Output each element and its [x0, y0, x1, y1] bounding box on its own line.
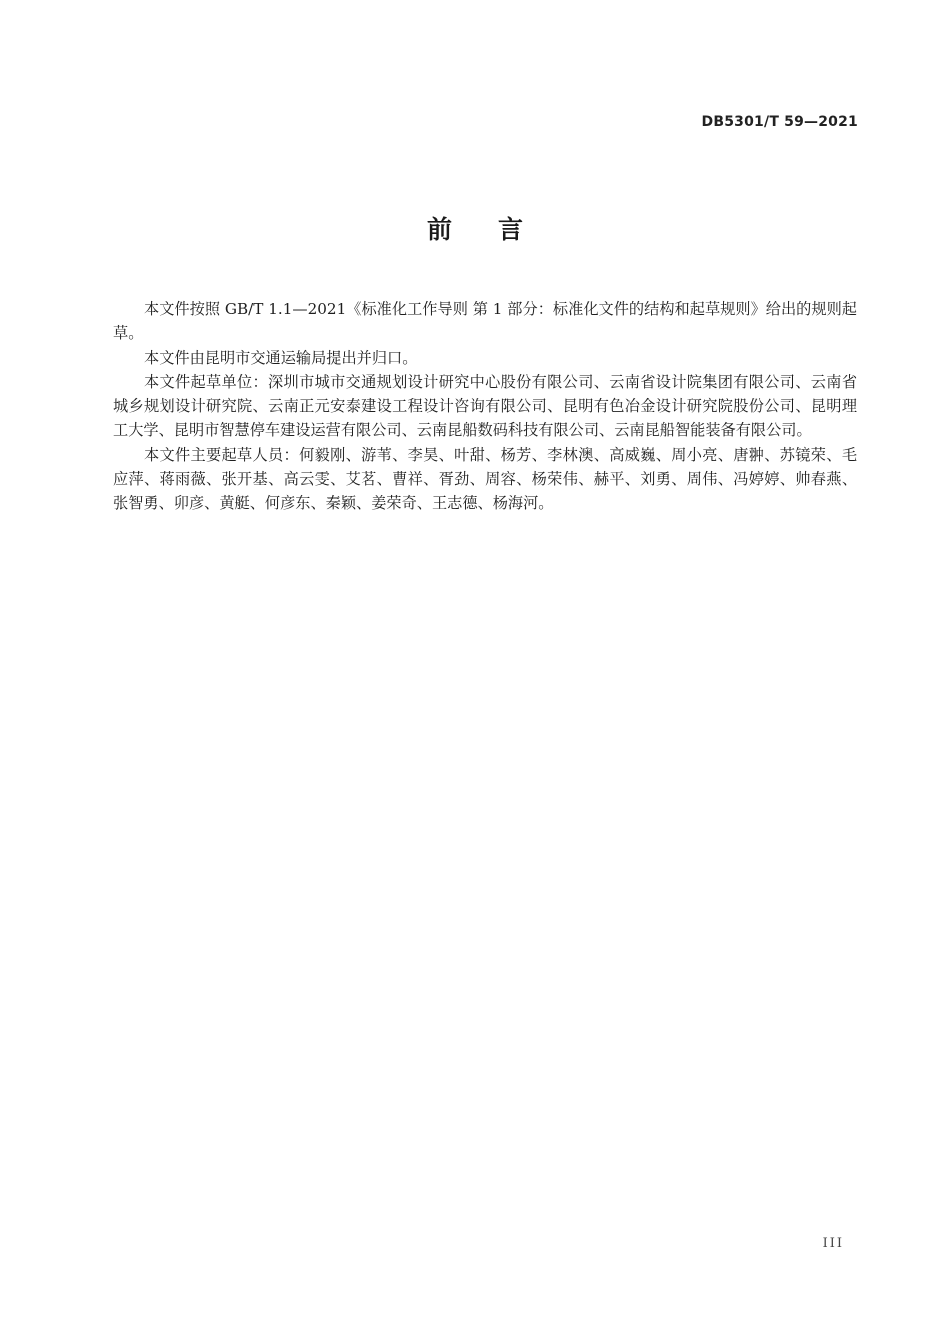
page-number: III [822, 1236, 844, 1251]
page-title: 前言 [426, 215, 569, 244]
paragraph-proposer: 本文件由昆明市交通运输局提出并归口。 [144, 348, 418, 367]
paragraph-drafting-units: 本文件起草单位：深圳市城市交通规划设计研究中心股份有限公司、云南省设计院集团有限公司、云南省城乡规划设计研究院、云南正元安泰建设工程设计咨询有限公司、昆明有色冶金设计研究院股份公司、昆明理工大学、昆明市智慧停车建设运营有限公司、云南昆船数码科技有限公司、云南昆船智能装备有限公司。 [113, 372, 857, 440]
paragraph-drafting-rules: 本文件按照 GB/T 1.1—2021《标准化工作导则 第 1 部分：标准化文件的结构和起草规则》给出的规则起草。 [113, 300, 857, 343]
preface-body [113, 297, 857, 516]
document-code: DB5301/T 59—2021 [701, 114, 858, 130]
paragraph-drafters: 本文件主要起草人员：何毅刚、游苇、李昊、叶甜、杨芳、李林澳、高威巍、周小亮、唐翀、苏镜荣、毛应萍、蒋雨薇、张开基、高云雯、艾茗、曹祥、胥劲、周容、杨荣伟、赫平、刘勇、周伟、冯婷婷、帅春燕、张智勇、卯彦、黄艇、何彦东、秦颖、姜荣奇、王志德、杨海河。 [113, 445, 857, 513]
